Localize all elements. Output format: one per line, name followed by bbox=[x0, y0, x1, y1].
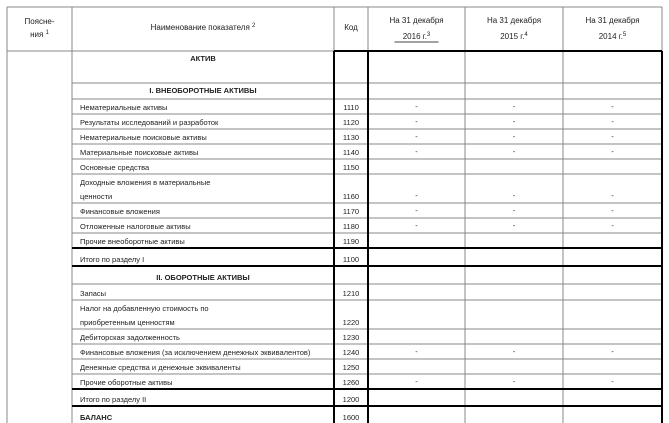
period-suffix: г. bbox=[616, 32, 623, 41]
row-code: 1140 bbox=[342, 148, 360, 157]
table-row bbox=[80, 102, 614, 112]
code-header: Код bbox=[344, 23, 358, 32]
row-value: - bbox=[415, 102, 418, 111]
table-row bbox=[149, 86, 256, 95]
row-code: 1170 bbox=[342, 207, 360, 216]
table-header bbox=[24, 16, 639, 42]
row-value: - bbox=[611, 377, 614, 386]
period-suffix: г. bbox=[518, 32, 525, 41]
row-code: 1110 bbox=[343, 103, 359, 112]
row-value: - bbox=[611, 191, 614, 200]
row-label: Финансовые вложения (за исключением денежных эквивалентов) bbox=[80, 348, 311, 357]
table-row bbox=[156, 273, 249, 282]
row-label: Дебиторская задолженность bbox=[80, 333, 180, 342]
period-header-3-line2 bbox=[599, 32, 627, 41]
row-code: 1240 bbox=[342, 348, 360, 357]
table-row bbox=[80, 413, 359, 422]
table-body bbox=[80, 54, 614, 422]
period-header-3-line1: На 31 декабря bbox=[585, 16, 640, 25]
row-value: - bbox=[512, 102, 516, 111]
row-code: 1200 bbox=[342, 395, 360, 404]
row-code: 1230 bbox=[342, 333, 360, 342]
table-row bbox=[190, 54, 216, 63]
period-header-1-line1: На 31 декабря bbox=[389, 16, 444, 25]
row-code: 1120 bbox=[342, 118, 360, 127]
table-row bbox=[80, 363, 359, 372]
period-header-2-line1: На 31 декабря bbox=[486, 16, 542, 25]
row-value: - bbox=[512, 377, 516, 386]
table-row bbox=[80, 289, 359, 298]
table-row bbox=[80, 163, 359, 172]
row-code: 1250 bbox=[342, 363, 360, 372]
row-value: - bbox=[611, 221, 614, 230]
row-code: 1180 bbox=[342, 222, 360, 231]
row-value: - bbox=[611, 347, 614, 356]
name-header: Наименование показателя $^2$ bbox=[150, 23, 256, 32]
row-code: 1100 bbox=[342, 255, 360, 264]
table-row bbox=[80, 377, 614, 387]
row-value: - bbox=[415, 132, 418, 141]
row-value: - bbox=[512, 117, 516, 126]
row-label: Нематериальные поисковые активы bbox=[80, 133, 207, 142]
row-label: приобретенным ценностям bbox=[80, 318, 175, 327]
row-value: - bbox=[611, 102, 614, 111]
row-value: - bbox=[512, 221, 516, 230]
period-header-2-line2 bbox=[500, 32, 528, 41]
table-row bbox=[80, 117, 614, 127]
row-label: Финансовые вложения bbox=[80, 207, 160, 216]
row-label: АКТИВ bbox=[190, 54, 216, 63]
row-code: 1190 bbox=[342, 237, 360, 246]
row-value: - bbox=[415, 206, 418, 215]
period-header-1-line2 bbox=[403, 32, 431, 41]
row-label: Нематериальные активы bbox=[80, 103, 168, 112]
row-value: - bbox=[611, 206, 614, 215]
table-row bbox=[80, 255, 359, 264]
row-code: 1220 bbox=[342, 318, 360, 327]
row-value: - bbox=[512, 347, 516, 356]
row-label: Итого по разделу II bbox=[80, 395, 147, 404]
table-row bbox=[80, 221, 614, 231]
row-label: Доходные вложения в материальные bbox=[80, 178, 211, 187]
row-value: - bbox=[512, 191, 516, 200]
row-label: II. ОБОРОТНЫЕ АКТИВЫ bbox=[156, 273, 250, 282]
notes-header-line2: ния $^1$ bbox=[30, 30, 49, 39]
row-value: - bbox=[512, 132, 516, 141]
row-label: Запасы bbox=[80, 289, 107, 298]
row-code: 1260 bbox=[342, 378, 360, 387]
footnote-mark: 4 bbox=[524, 32, 528, 38]
table-row bbox=[80, 178, 614, 201]
period-suffix: г. bbox=[420, 32, 427, 41]
row-label: Налог на добавленную стоимость по bbox=[80, 304, 209, 313]
row-value: - bbox=[512, 147, 516, 156]
table-row bbox=[80, 395, 359, 404]
table-row bbox=[80, 333, 359, 342]
row-value: - bbox=[415, 347, 418, 356]
period-year: 2015 bbox=[500, 32, 519, 41]
row-value: - bbox=[415, 191, 418, 200]
period-year: 2014 bbox=[598, 32, 617, 41]
row-label: Прочие оборотные активы bbox=[80, 378, 173, 387]
row-value: - bbox=[512, 206, 516, 215]
table-row bbox=[80, 147, 614, 157]
footnote-mark: 5 bbox=[622, 32, 627, 38]
row-label: БАЛАНС bbox=[80, 413, 113, 422]
row-label: I. ВНЕОБОРОТНЫЕ АКТИВЫ bbox=[149, 86, 257, 95]
row-label: Результаты исследований и разработок bbox=[80, 118, 219, 127]
row-label: ценности bbox=[80, 192, 113, 201]
footnote-mark: 2 bbox=[252, 23, 256, 29]
row-label: Итого по разделу I bbox=[80, 255, 145, 264]
footnote-mark: 1 bbox=[45, 30, 49, 36]
row-value: - bbox=[611, 147, 614, 156]
row-value: - bbox=[415, 221, 418, 230]
row-label: Денежные средства и денежные эквиваленты bbox=[80, 363, 241, 372]
row-code: 1600 bbox=[342, 413, 360, 422]
row-code: 1150 bbox=[342, 163, 360, 172]
table-row bbox=[80, 132, 614, 142]
row-value: - bbox=[611, 117, 614, 126]
table-row bbox=[80, 206, 614, 216]
footnote-mark: 3 bbox=[426, 32, 431, 38]
row-code: 1210 bbox=[342, 289, 360, 298]
row-label: Основные средства bbox=[80, 163, 150, 172]
table-row bbox=[80, 237, 359, 246]
row-label: Материальные поисковые активы bbox=[80, 148, 199, 157]
row-code: 1130 bbox=[342, 133, 360, 142]
row-label: Прочие внеоборотные активы bbox=[80, 237, 185, 246]
period-year: 2016 bbox=[402, 32, 421, 41]
table-row bbox=[80, 304, 359, 327]
row-code: 1160 bbox=[342, 192, 360, 201]
row-value: - bbox=[415, 117, 418, 126]
row-label: Отложенные налоговые активы bbox=[80, 222, 191, 231]
row-value: - bbox=[611, 132, 614, 141]
row-value: - bbox=[415, 377, 418, 386]
row-value: - bbox=[415, 147, 418, 156]
table-row bbox=[80, 347, 614, 357]
notes-header-line1: Поясне- bbox=[24, 17, 55, 26]
